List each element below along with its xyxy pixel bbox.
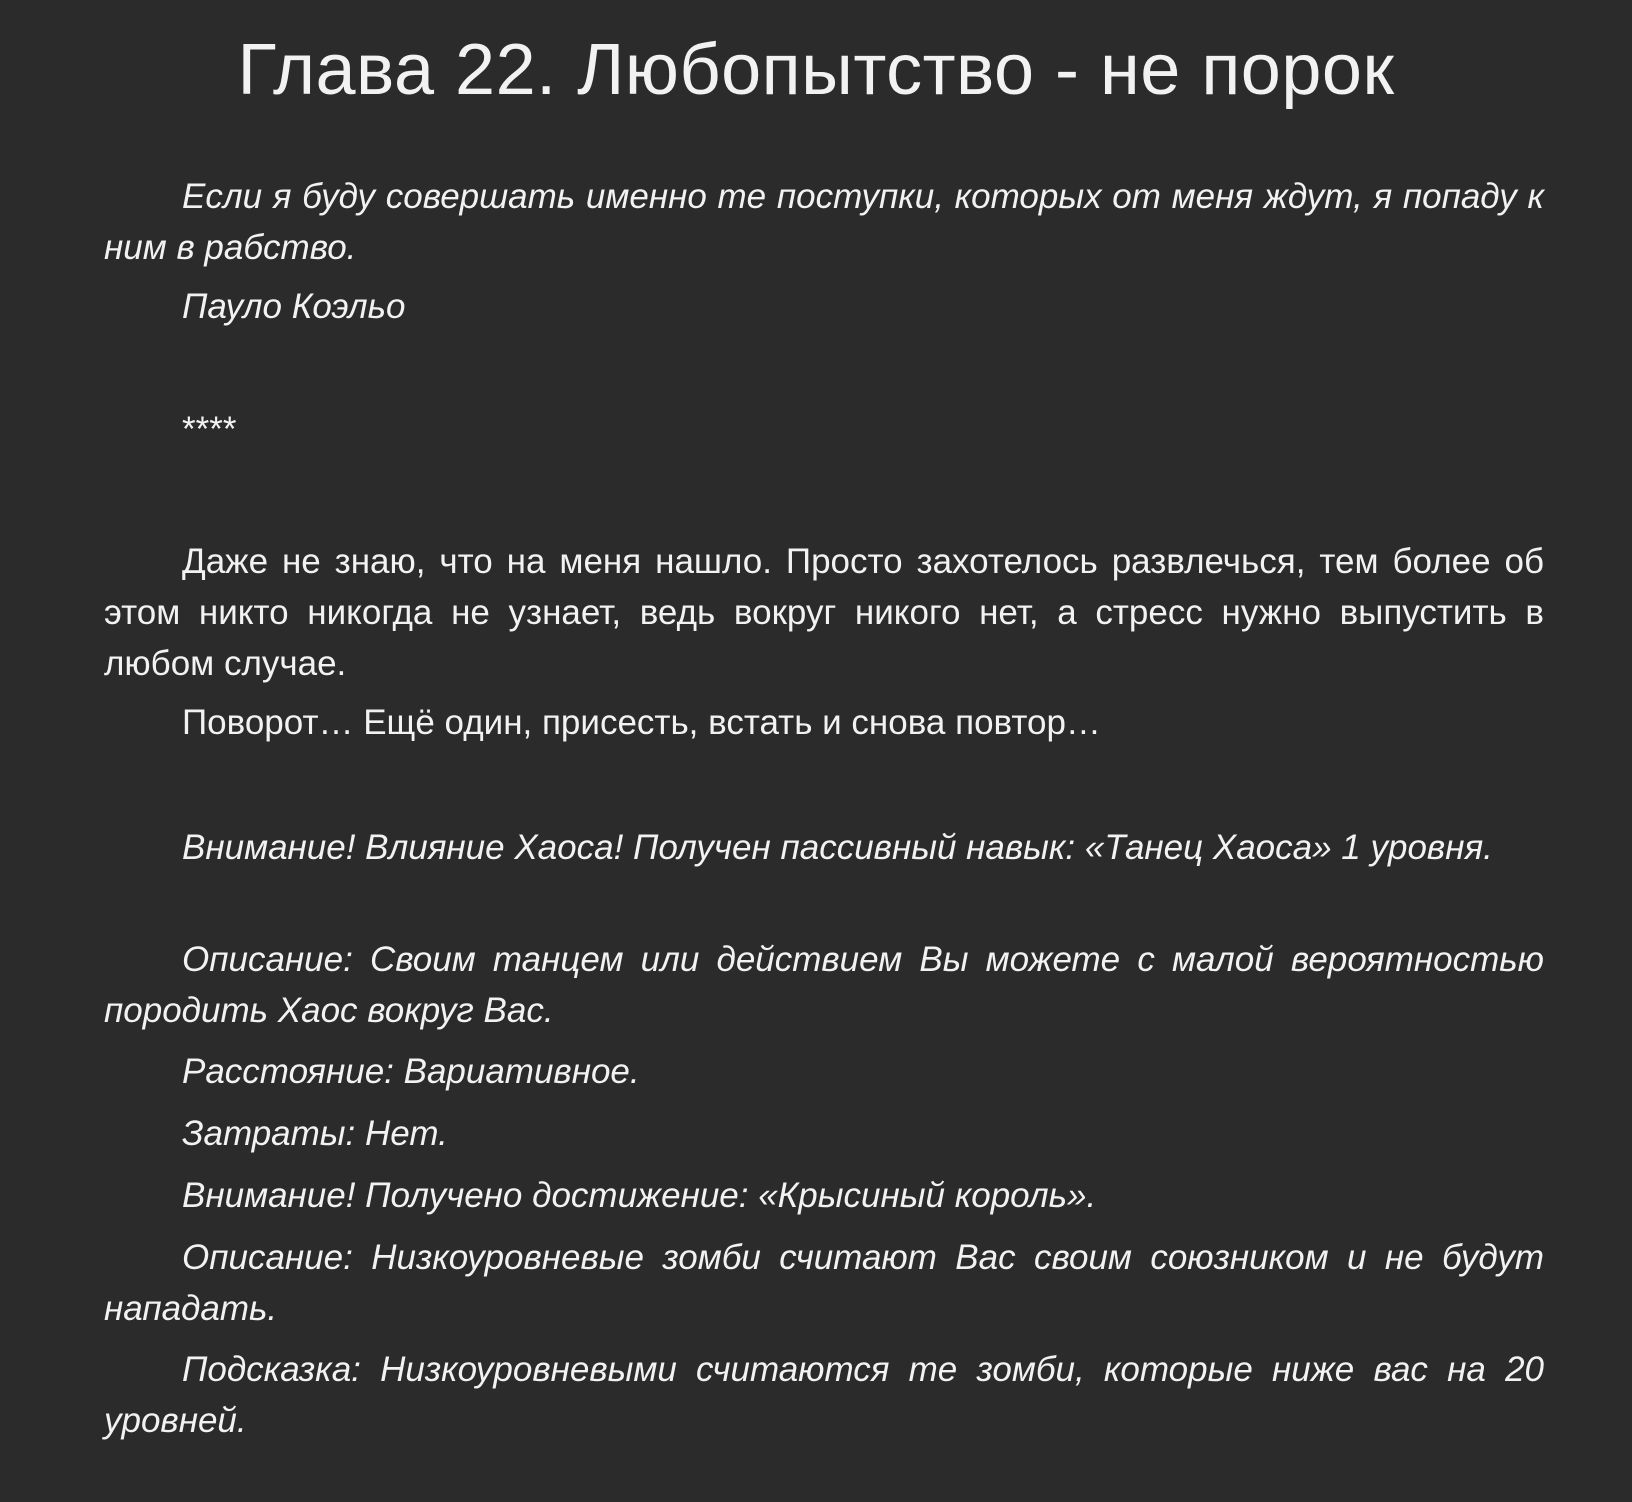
section-separator: **** <box>182 410 237 449</box>
system-message: Подсказка: Низкоуровневыми считаются те зомби, которые ниже вас на 20 уровней. <box>104 1350 1544 1440</box>
epigraph-author: Пауло Коэльо <box>182 287 406 326</box>
story-paragraph: Даже не знаю, что на меня нашло. Просто захотелось развлечься, тем более об этом никто никогда не узнает, ведь вокруг никого нет, а стресс нужно выпустить в любом случае. <box>104 542 1544 683</box>
system-message: Описание: Низкоуровневые зомби считают Вас своим союзником и не будут нападать. <box>104 1238 1544 1328</box>
system-message: Внимание! Влияние Хаоса! Получен пассивный навык: «Танец Хаоса» 1 уровня. <box>182 828 1493 867</box>
system-message: Описание: Своим танцем или действием Вы можете с малой вероятностью породить Хаос вокруг Вас. <box>104 940 1544 1030</box>
system-message: Расстояние: Вариативное. <box>182 1052 640 1091</box>
story-paragraph: Поворот… Ещё один, присесть, встать и снова повтор… <box>182 703 1101 742</box>
system-message: Внимание! Получено достижение: «Крысиный король». <box>182 1176 1097 1215</box>
system-message: Затраты: Нет. <box>182 1114 448 1153</box>
chapter-title: Глава 22. Любопытство - не порок <box>237 30 1395 110</box>
epigraph-quote: Если я буду совершать именно те поступки, которых от меня ждут, я попаду к ним в рабство. <box>104 177 1544 267</box>
